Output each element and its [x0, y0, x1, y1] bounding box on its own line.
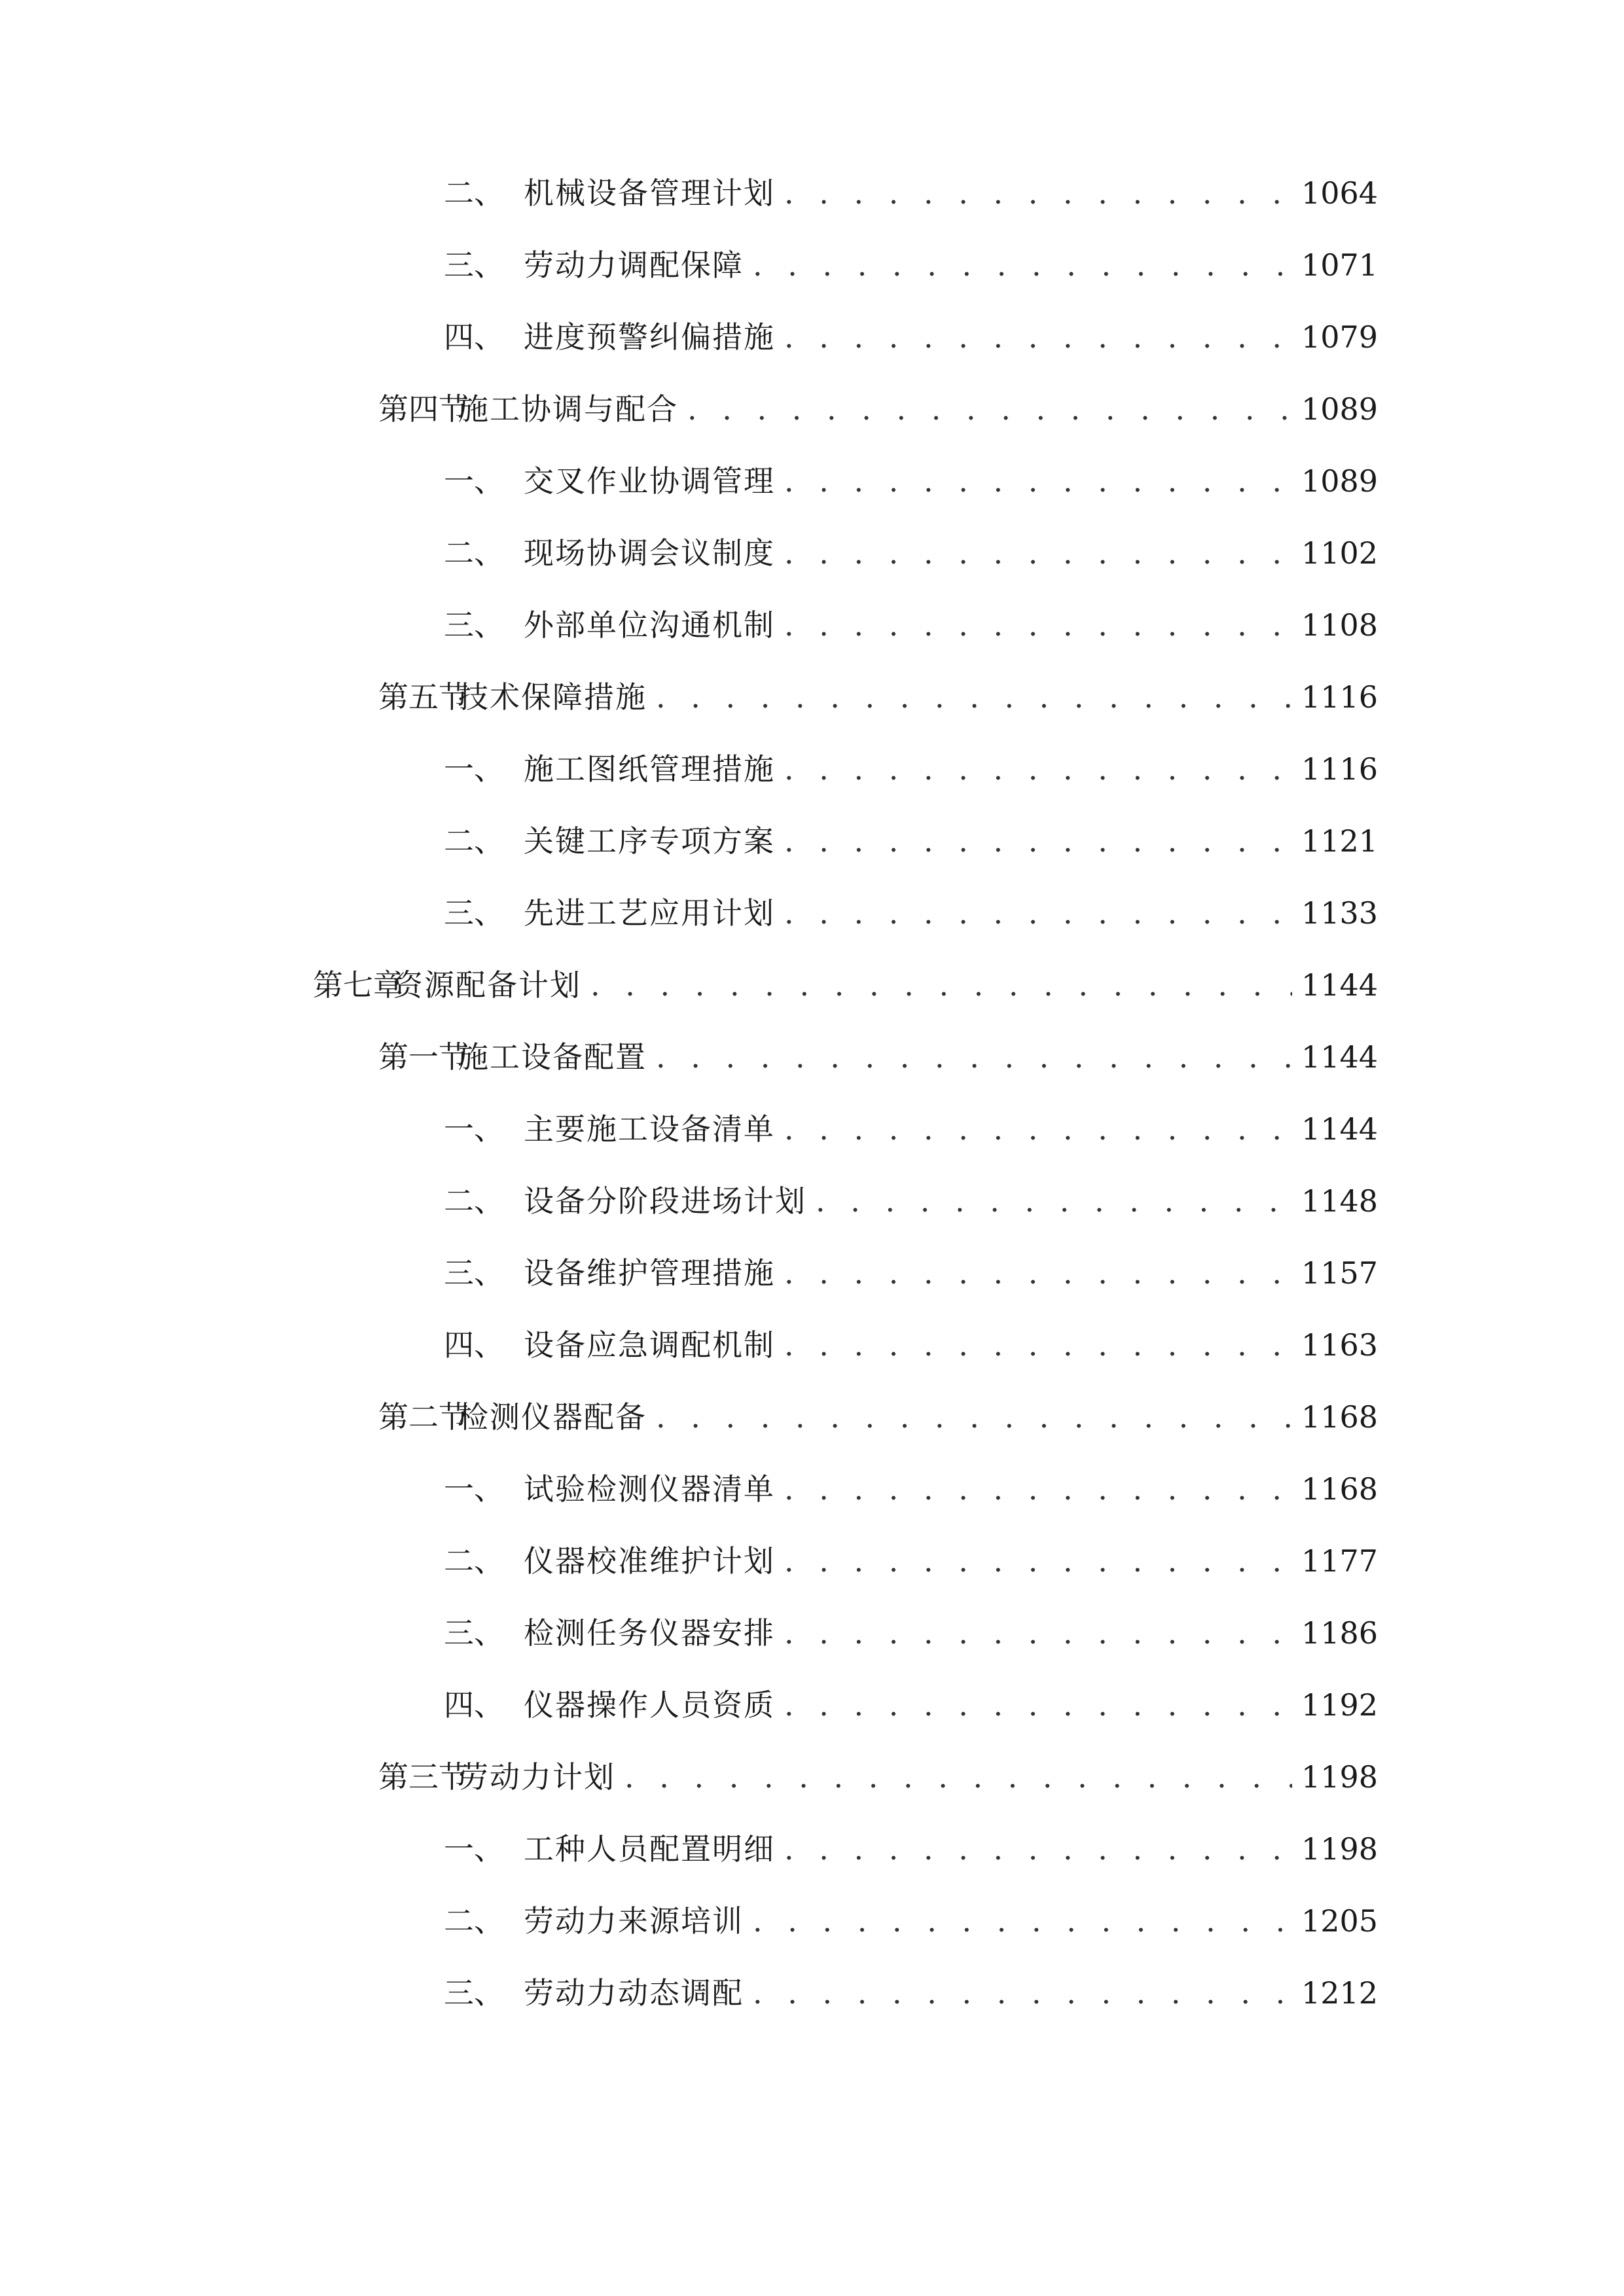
toc-entry-title: 施工协调与配合	[458, 391, 678, 427]
toc-dot-leader	[656, 1031, 1292, 1083]
toc-dot-leader	[753, 1967, 1292, 2019]
toc-entry-number: 第三节	[378, 1759, 469, 1795]
toc-entry-number: 一、	[444, 1111, 504, 1147]
toc-entry-title: 施工设备配置	[458, 1039, 647, 1075]
toc-entry-number: 一、	[444, 1831, 504, 1867]
toc-dot-leader	[784, 887, 1292, 939]
toc-entry-title: 施工图纸管理措施	[524, 751, 775, 787]
toc-entry-title: 机械设备管理计划	[524, 175, 775, 211]
toc-entry[interactable]	[444, 1175, 1378, 1227]
toc-dot-leader	[784, 311, 1292, 363]
toc-entry-title: 劳动力计划	[458, 1759, 615, 1795]
toc-entry-title: 劳动力来源培训	[524, 1903, 744, 1939]
toc-entry[interactable]	[378, 1031, 1378, 1083]
toc-dot-leader	[784, 167, 1292, 219]
toc-page-number: 1121	[1301, 823, 1378, 859]
toc-page-number: 1071	[1301, 247, 1378, 283]
toc-dot-leader	[656, 671, 1292, 723]
toc-entry[interactable]	[444, 599, 1378, 651]
toc-entry[interactable]	[444, 743, 1378, 795]
toc-entry-number: 二、	[444, 1903, 504, 1939]
toc-dot-leader	[784, 1463, 1292, 1515]
toc-page-number: 1089	[1301, 463, 1378, 499]
toc-entry-number: 三、	[444, 1255, 504, 1291]
toc-page-number: 1102	[1301, 535, 1378, 571]
toc-page-number: 1144	[1301, 1039, 1378, 1075]
toc-dot-leader	[753, 1895, 1292, 1947]
toc-page-number: 1163	[1301, 1327, 1378, 1363]
toc-entry[interactable]	[444, 1967, 1378, 2019]
toc-entry-number: 三、	[444, 895, 504, 931]
toc-page-number: 1144	[1301, 1111, 1378, 1147]
toc-entry-title: 仪器操作人员资质	[524, 1687, 775, 1723]
toc-dot-leader	[784, 1607, 1292, 1659]
toc-entry-number: 一、	[444, 1471, 504, 1507]
toc-entry-number: 第一节	[378, 1039, 469, 1075]
toc-dot-leader	[624, 1751, 1292, 1803]
toc-dot-leader	[784, 743, 1292, 795]
toc-entry[interactable]	[378, 1391, 1378, 1443]
toc-page-number: 1192	[1301, 1687, 1378, 1723]
toc-page-number: 1177	[1301, 1543, 1378, 1579]
toc-entry[interactable]	[444, 1463, 1378, 1515]
toc-entry-number: 第五节	[378, 679, 469, 715]
toc-page-number: 1133	[1301, 895, 1378, 931]
toc-dot-leader	[784, 1823, 1292, 1875]
toc-entry-number: 三、	[444, 247, 504, 283]
toc-dot-leader	[784, 1319, 1292, 1371]
toc-dot-leader	[784, 815, 1292, 867]
toc-entry[interactable]	[444, 455, 1378, 507]
toc-entry-number: 四、	[444, 319, 504, 355]
toc-page-number: 1205	[1301, 1903, 1378, 1939]
toc-entry[interactable]	[444, 1607, 1378, 1659]
toc-dot-leader	[784, 1535, 1292, 1587]
toc-entry-number: 二、	[444, 823, 504, 859]
toc-entry[interactable]	[444, 1535, 1378, 1587]
toc-dot-leader	[784, 1247, 1292, 1299]
toc-entry-number: 四、	[444, 1687, 504, 1723]
toc-entry-number: 第七章	[313, 967, 403, 1003]
toc-entry-title: 技术保障措施	[458, 679, 647, 715]
toc-dot-leader	[784, 527, 1292, 579]
toc-entry-number: 一、	[444, 463, 504, 499]
toc-entry-title: 检测任务仪器安排	[524, 1615, 775, 1651]
toc-entry[interactable]	[313, 959, 1378, 1011]
toc-entry[interactable]	[444, 1247, 1378, 1299]
toc-page-number: 1186	[1301, 1615, 1378, 1651]
toc-entry[interactable]	[444, 1895, 1378, 1947]
toc-dot-leader	[784, 1103, 1292, 1155]
toc-entry[interactable]	[444, 1319, 1378, 1371]
toc-entry[interactable]	[444, 239, 1378, 291]
toc-page-number: 1144	[1301, 967, 1378, 1003]
toc-entry-title: 关键工序专项方案	[524, 823, 775, 859]
toc-entry-title: 仪器校准维护计划	[524, 1543, 775, 1579]
toc-page-number: 1168	[1301, 1471, 1378, 1507]
toc-entry-title: 设备分阶段进场计划	[524, 1183, 806, 1219]
toc-entry-number: 二、	[444, 1543, 504, 1579]
toc-page-number: 1116	[1301, 679, 1378, 715]
toc-entry[interactable]	[444, 1679, 1378, 1731]
toc-entry[interactable]	[378, 671, 1378, 723]
toc-entry-title: 主要施工设备清单	[524, 1111, 775, 1147]
toc-page-number: 1157	[1301, 1255, 1378, 1291]
toc-page-number: 1089	[1301, 391, 1378, 427]
toc-entry-number: 第二节	[378, 1399, 469, 1435]
toc-page-number: 1212	[1301, 1975, 1378, 2011]
toc-page-number: 1064	[1301, 175, 1378, 211]
toc-entry[interactable]	[444, 815, 1378, 867]
toc-entry[interactable]	[378, 1751, 1378, 1803]
toc-entry-title: 交叉作业协调管理	[524, 463, 775, 499]
toc-entry[interactable]	[444, 1103, 1378, 1155]
toc-dot-leader	[590, 959, 1292, 1011]
toc-entry-title: 资源配备计划	[393, 967, 581, 1003]
toc-entry[interactable]	[378, 383, 1378, 435]
toc-entry[interactable]	[444, 167, 1378, 219]
toc-entry-number: 第四节	[378, 391, 469, 427]
toc-page-number: 1116	[1301, 751, 1378, 787]
toc-dot-leader	[784, 1679, 1292, 1731]
toc-entry-number: 二、	[444, 175, 504, 211]
toc-entry[interactable]	[444, 311, 1378, 363]
toc-entry-title: 劳动力动态调配	[524, 1975, 744, 2011]
toc-entry-number: 一、	[444, 751, 504, 787]
toc-entry-number: 三、	[444, 1975, 504, 2011]
toc-entry-title: 进度预警纠偏措施	[524, 319, 775, 355]
toc-entry[interactable]	[444, 887, 1378, 939]
toc-entry[interactable]	[444, 527, 1378, 579]
toc-page-number: 1198	[1301, 1831, 1378, 1867]
toc-dot-leader	[687, 383, 1292, 435]
toc-page-number: 1079	[1301, 319, 1378, 355]
toc-entry-number: 三、	[444, 607, 504, 643]
toc-entry-title: 设备应急调配机制	[524, 1327, 775, 1363]
toc-entry-title: 试验检测仪器清单	[524, 1471, 775, 1507]
toc-dot-leader	[753, 239, 1292, 291]
toc-page-number: 1148	[1301, 1183, 1378, 1219]
toc-entry-title: 外部单位沟通机制	[524, 607, 775, 643]
toc-page-number: 1108	[1301, 607, 1378, 643]
toc-entry-number: 四、	[444, 1327, 504, 1363]
toc-entry-title: 设备维护管理措施	[524, 1255, 775, 1291]
toc-entry-number: 三、	[444, 1615, 504, 1651]
toc-entry-number: 二、	[444, 535, 504, 571]
toc-dot-leader	[816, 1175, 1292, 1227]
toc-entry[interactable]	[444, 1823, 1378, 1875]
toc-dot-leader	[784, 599, 1292, 651]
toc-dot-leader	[784, 455, 1292, 507]
toc-page-number: 1198	[1301, 1759, 1378, 1795]
toc-entry-title: 工种人员配置明细	[524, 1831, 775, 1867]
toc-entry-title: 劳动力调配保障	[524, 247, 744, 283]
toc-entry-title: 检测仪器配备	[458, 1399, 647, 1435]
toc-entry-title: 先进工艺应用计划	[524, 895, 775, 931]
toc-entry-title: 现场协调会议制度	[524, 535, 775, 571]
toc-entry-number: 二、	[444, 1183, 504, 1219]
toc-dot-leader	[656, 1391, 1292, 1443]
toc-page-number: 1168	[1301, 1399, 1378, 1435]
